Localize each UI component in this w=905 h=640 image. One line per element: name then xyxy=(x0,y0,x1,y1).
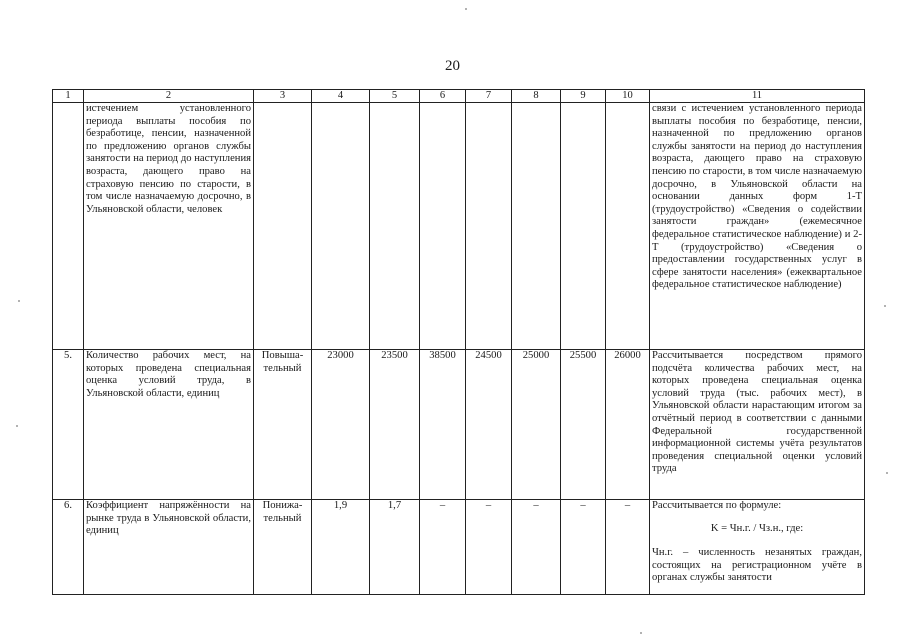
table-row xyxy=(53,500,865,595)
value-cell: – xyxy=(420,500,466,595)
scan-speck xyxy=(16,425,18,427)
value-cell xyxy=(466,103,512,350)
scan-speck xyxy=(886,472,888,474)
calculation-method: связи с истечением установленного периода выплаты пособия по безработице, пенсии, назначенной по предложению органов службы занятости на период до наступления возраста, дающего право на страховую пенсию по старости, в том числе назначаемую досрочно, в Ульяновской области на основании данных форм 1-Т (трудоустройство) «Сведения о содействии занятости граждан» (ежемесячное федеральное статистическое наблюдение) и 2-Т (трудоустройство) «Сведения о предоставлении государственных услуг в сфере занятости населения» (ежеквартальное федеральное статистическое наблюдение) xyxy=(650,103,865,350)
column-header: 9 xyxy=(561,90,606,103)
column-number-row xyxy=(53,90,865,103)
scan-speck xyxy=(884,305,886,307)
value-cell: 38500 xyxy=(420,350,466,500)
method-note: Чн.г. – численность незанятых граждан, состоящих на регистрационном учёте в органах службы занятости xyxy=(652,547,862,584)
column-header: 3 xyxy=(254,90,312,103)
indicator-type xyxy=(254,103,312,350)
value-cell: – xyxy=(561,500,606,595)
scan-speck xyxy=(640,632,642,634)
indicator-type: Повыша- тельный xyxy=(254,350,312,500)
table-row xyxy=(53,103,865,350)
indicators-table xyxy=(52,89,865,595)
value-cell: 25000 xyxy=(512,350,561,500)
value-cell xyxy=(370,103,420,350)
column-header: 11 xyxy=(650,90,865,103)
indicator-name: истечением установленного периода выплаты пособия по безработице, пенсии, назначенной по предложению органов службы занятости на период до наступления возраста, дающего право на страховую пенсию по старости, в том числе назначаемую досрочно, в Ульяновской области, человек xyxy=(84,103,254,350)
row-number: 5. xyxy=(53,350,84,500)
page-number: 20 xyxy=(445,58,460,74)
scan-speck xyxy=(465,8,467,10)
value-cell: 1,7 xyxy=(370,500,420,595)
value-cell xyxy=(512,103,561,350)
value-cell: – xyxy=(512,500,561,595)
column-header: 5 xyxy=(370,90,420,103)
column-header: 6 xyxy=(420,90,466,103)
value-cell xyxy=(420,103,466,350)
value-cell xyxy=(312,103,370,350)
value-cell: 23000 xyxy=(312,350,370,500)
column-header: 10 xyxy=(606,90,650,103)
value-cell xyxy=(561,103,606,350)
indicator-name: Количество рабочих мест, на которых проведена специальная оценка условий труда, в Ульяновской области, единиц xyxy=(84,350,254,500)
value-cell: 23500 xyxy=(370,350,420,500)
value-cell: – xyxy=(466,500,512,595)
table-row xyxy=(53,350,865,500)
row-number: 6. xyxy=(53,500,84,595)
calculation-method: Рассчитывается посредством прямого подсчёта количества рабочих мест, на которых проведена специальная оценка условий труда (тыс. рабочих мест), в Ульяновской области нарастающим итогом за отчётный период в соответствии с данными Федеральной государственной информационной системы учёта результатов проведения специальной оценки условий труда xyxy=(650,350,865,500)
value-cell: 24500 xyxy=(466,350,512,500)
value-cell: 1,9 xyxy=(312,500,370,595)
indicator-type: Понижа- тельный xyxy=(254,500,312,595)
row-number xyxy=(53,103,84,350)
formula: K = Чн.г. / Чз.н., где: xyxy=(710,522,804,534)
column-header: 2 xyxy=(84,90,254,103)
method-intro: Рассчитывается по формуле: xyxy=(652,500,782,511)
value-cell: – xyxy=(606,500,650,595)
column-header: 4 xyxy=(312,90,370,103)
column-header: 1 xyxy=(53,90,84,103)
column-header: 7 xyxy=(466,90,512,103)
scan-speck xyxy=(18,300,20,302)
value-cell: 25500 xyxy=(561,350,606,500)
indicator-name: Коэффициент напряжённости на рынке труда в Ульяновской области, единиц xyxy=(84,500,254,595)
column-header: 8 xyxy=(512,90,561,103)
value-cell xyxy=(606,103,650,350)
value-cell: 26000 xyxy=(606,350,650,500)
calculation-method xyxy=(650,500,865,595)
